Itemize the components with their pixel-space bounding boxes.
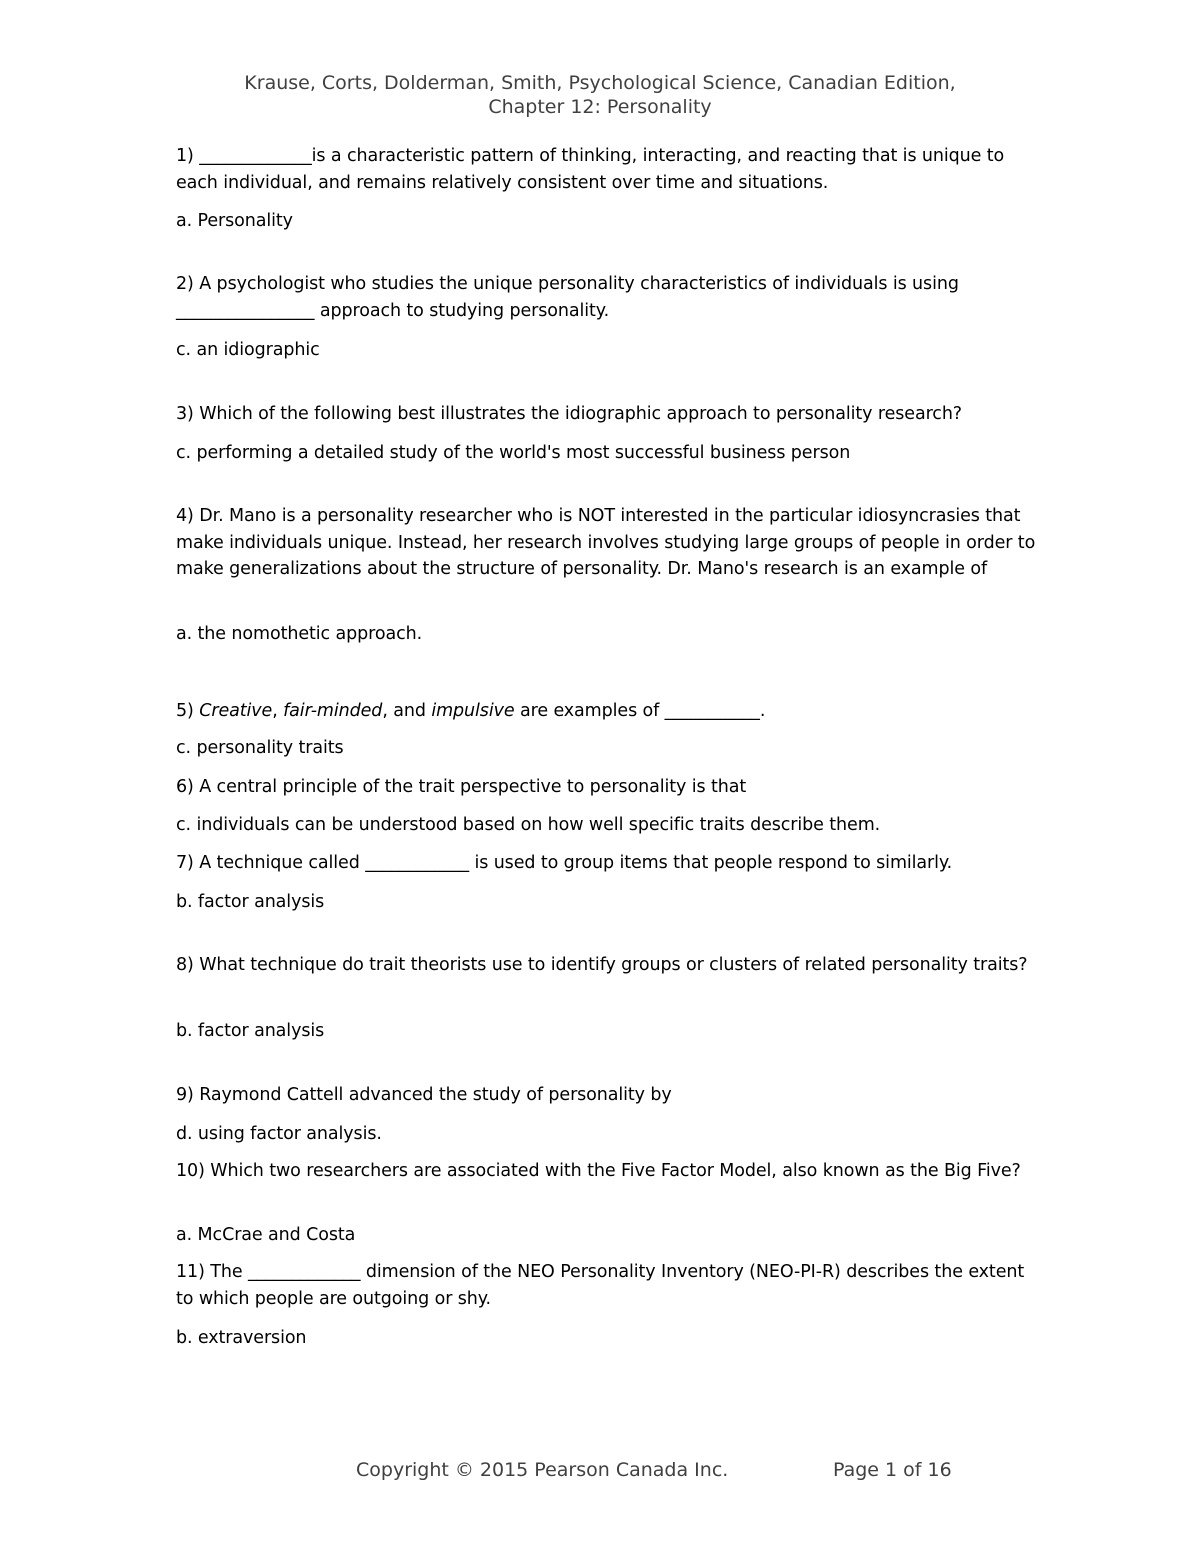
question-5-term-fair-minded: fair-minded — [283, 701, 383, 721]
question-5-term-impulsive: impulsive — [431, 701, 515, 721]
question-5-sep-1: , — [272, 701, 284, 721]
question-6: 6) A central principle of the trait perspective to personality is that — [176, 777, 747, 797]
answer-1: a. Personality — [176, 211, 293, 231]
question-5-term-creative: Creative — [199, 701, 273, 721]
question-3: 3) Which of the following best illustrates the idiographic approach to personality research? — [176, 404, 962, 424]
question-1: 1) _____________is a characteristic pattern of thinking, interacting, and reacting that is unique to each individual, and remains relatively consistent over time and situations. — [176, 146, 1005, 193]
page-header — [0, 71, 1200, 119]
question-2: 2) A psychologist who studies the unique personality characteristics of individuals is using ________________ approach to studying personality. — [176, 274, 959, 321]
answer-9: d. using factor analysis. — [176, 1124, 382, 1144]
answer-3: c. performing a detailed study of the world's most successful business person — [176, 443, 851, 463]
answer-2: c. an idiographic — [176, 340, 320, 360]
answer-11: b. extraversion — [176, 1328, 307, 1348]
copyright-notice: Copyright © 2015 Pearson Canada Inc. — [356, 1459, 729, 1481]
page-number: Page 1 of 16 — [833, 1459, 952, 1481]
question-10: 10) Which two researchers are associated with the Five Factor Model, also known as the Big Five? — [176, 1161, 1021, 1181]
answer-4: a. the nomothetic approach. — [176, 624, 423, 644]
question-7: 7) A technique called ____________ is used to group items that people respond to similarly. — [176, 853, 953, 873]
header-line-2: Chapter 12: Personality — [488, 96, 712, 118]
answer-6: c. individuals can be understood based on how well specific traits describe them. — [176, 815, 881, 835]
question-4: 4) Dr. Mano is a personality researcher who is NOT interested in the particular idiosyncrasies that make individuals unique. Instead, her research involves studying large groups of people in order to make generalizations about the structure of personality. Dr. Mano's research is an example of — [176, 506, 1036, 579]
answer-7: b. factor analysis — [176, 892, 325, 912]
question-5-prefix: 5) — [176, 701, 200, 721]
question-5-sep-2: , and — [382, 701, 432, 721]
question-9: 9) Raymond Cattell advanced the study of personality by — [176, 1085, 672, 1105]
header-line-1: Krause, Corts, Dolderman, Smith, Psychological Science, Canadian Edition, — [244, 72, 956, 94]
question-5 — [176, 698, 1036, 725]
answer-10: a. McCrae and Costa — [176, 1225, 356, 1245]
question-5-suffix: are examples of ___________. — [514, 701, 766, 721]
question-11: 11) The _____________ dimension of the NEO Personality Inventory (NEO-PI-R) describes the extent to which people are outgoing or shy. — [176, 1262, 1025, 1309]
question-8: 8) What technique do trait theorists use to identify groups or clusters of related personality traits? — [176, 955, 1028, 975]
answer-5: c. personality traits — [176, 738, 344, 758]
answer-8: b. factor analysis — [176, 1021, 325, 1041]
